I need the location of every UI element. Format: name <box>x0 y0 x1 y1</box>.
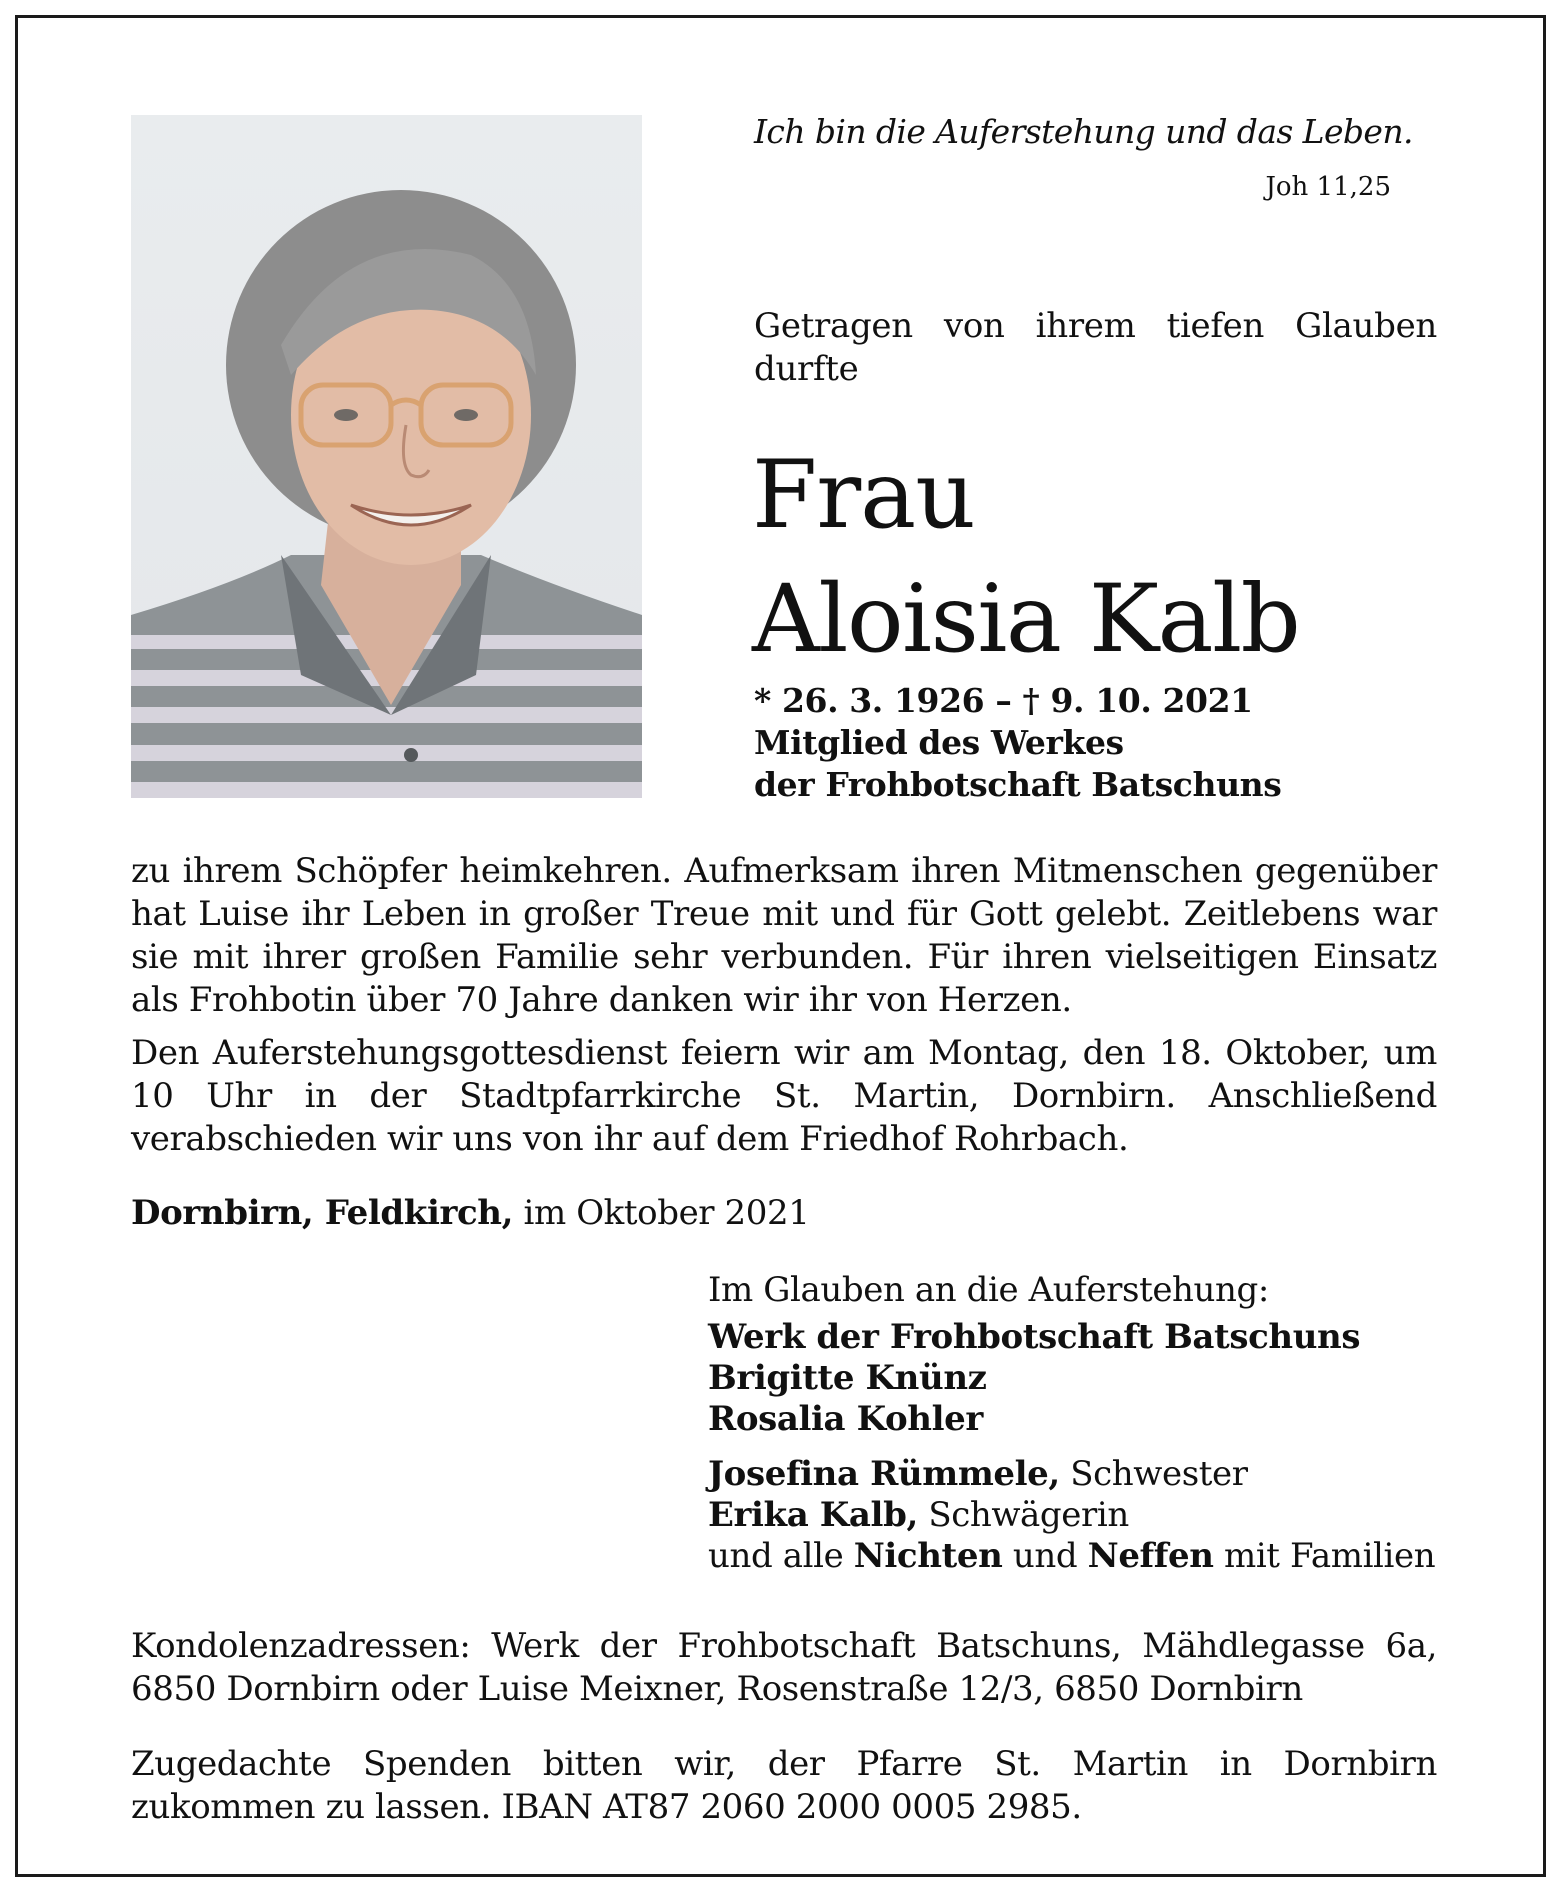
mourner-group: Rosalia Kohler <box>708 1399 983 1439</box>
others-prefix: und alle <box>708 1536 844 1576</box>
paragraph-service: Den Auferstehungsgottesdienst feiern wir am Montag, den 18. Oktober, um 10 Uhr in der Stadtpfarrkirche St. Martin, Dornbirn. Anschließend verabschieden wir uns von ihr auf dem Friedhof Rohrbach. <box>131 1033 1437 1159</box>
intro-text: Getragen von ihrem tiefen Glauben durfte <box>754 306 1437 389</box>
membership <box>754 722 1281 806</box>
mourners-block <box>708 1270 1448 1577</box>
others-nieces: Nichten <box>853 1536 1003 1576</box>
bible-reference: Joh 11,25 <box>1265 172 1391 202</box>
mourner-family <box>708 1495 1448 1536</box>
mourner-group: Werk der Frohbotschaft Batschuns <box>708 1317 1361 1357</box>
condolence-addresses: Kondolenzadressen: Werk der Frohbotschaft Batschuns, Mähdlegasse 6a, 6850 Dornbirn oder Luise Meixner, Rosenstraße 12/3, 6850 Dornbirn <box>131 1626 1437 1709</box>
mourner-name: Josefina Rümmele, <box>708 1454 1060 1494</box>
membership-line-1: Mitglied des Werkes <box>754 723 1124 762</box>
others-and: und <box>1012 1536 1078 1576</box>
mourner-others <box>708 1536 1448 1577</box>
others-nephews: Neffen <box>1087 1536 1214 1576</box>
mourner-group: Brigitte Knünz <box>708 1358 987 1398</box>
donation-note: Zugedachte Spenden bitten wir, der Pfarre St. Martin in Dornbirn zukommen zu lassen. IBAN AT87 2060 2000 0005 2985. <box>131 1744 1437 1827</box>
mourner-family <box>708 1454 1448 1495</box>
date: im Oktober 2021 <box>523 1193 810 1233</box>
mourner-relation: Schwägerin <box>928 1495 1129 1535</box>
paragraph-life: zu ihrem Schöpfer heimkehren. Aufmerksam ihren Mitmenschen gegenüber hat Luise ihr Leben in großer Treue mit und für Gott gelebt. Zeitlebens war sie mit ihrer großen Familie sehr verbunden. Für ihren vielseitigen Einsatz als Frohbotin über 70 Jahre danken wir ihr von Herzen. <box>131 851 1437 1020</box>
portrait-photo <box>131 115 642 798</box>
mourners-heading: Im Glauben an die Auferstehung: <box>708 1270 1269 1310</box>
deceased-name: Aloisia Kalb <box>752 565 1300 674</box>
deceased-title: Frau <box>752 441 975 550</box>
mourner-name: Erika Kalb, <box>708 1495 918 1535</box>
others-suffix: mit Familien <box>1223 1536 1436 1576</box>
portrait-illustration <box>131 115 642 798</box>
place-date <box>131 1193 809 1233</box>
membership-line-2: der Frohbotschaft Batschuns <box>754 765 1282 804</box>
mourner-relation: Schwester <box>1070 1454 1248 1494</box>
places: Dornbirn, Feldkirch, <box>131 1193 514 1233</box>
bible-quote: Ich bin die Auferstehung und das Leben. <box>754 112 1413 151</box>
life-dates: * 26. 3. 1926 – † 9. 10. 2021 <box>754 681 1253 720</box>
